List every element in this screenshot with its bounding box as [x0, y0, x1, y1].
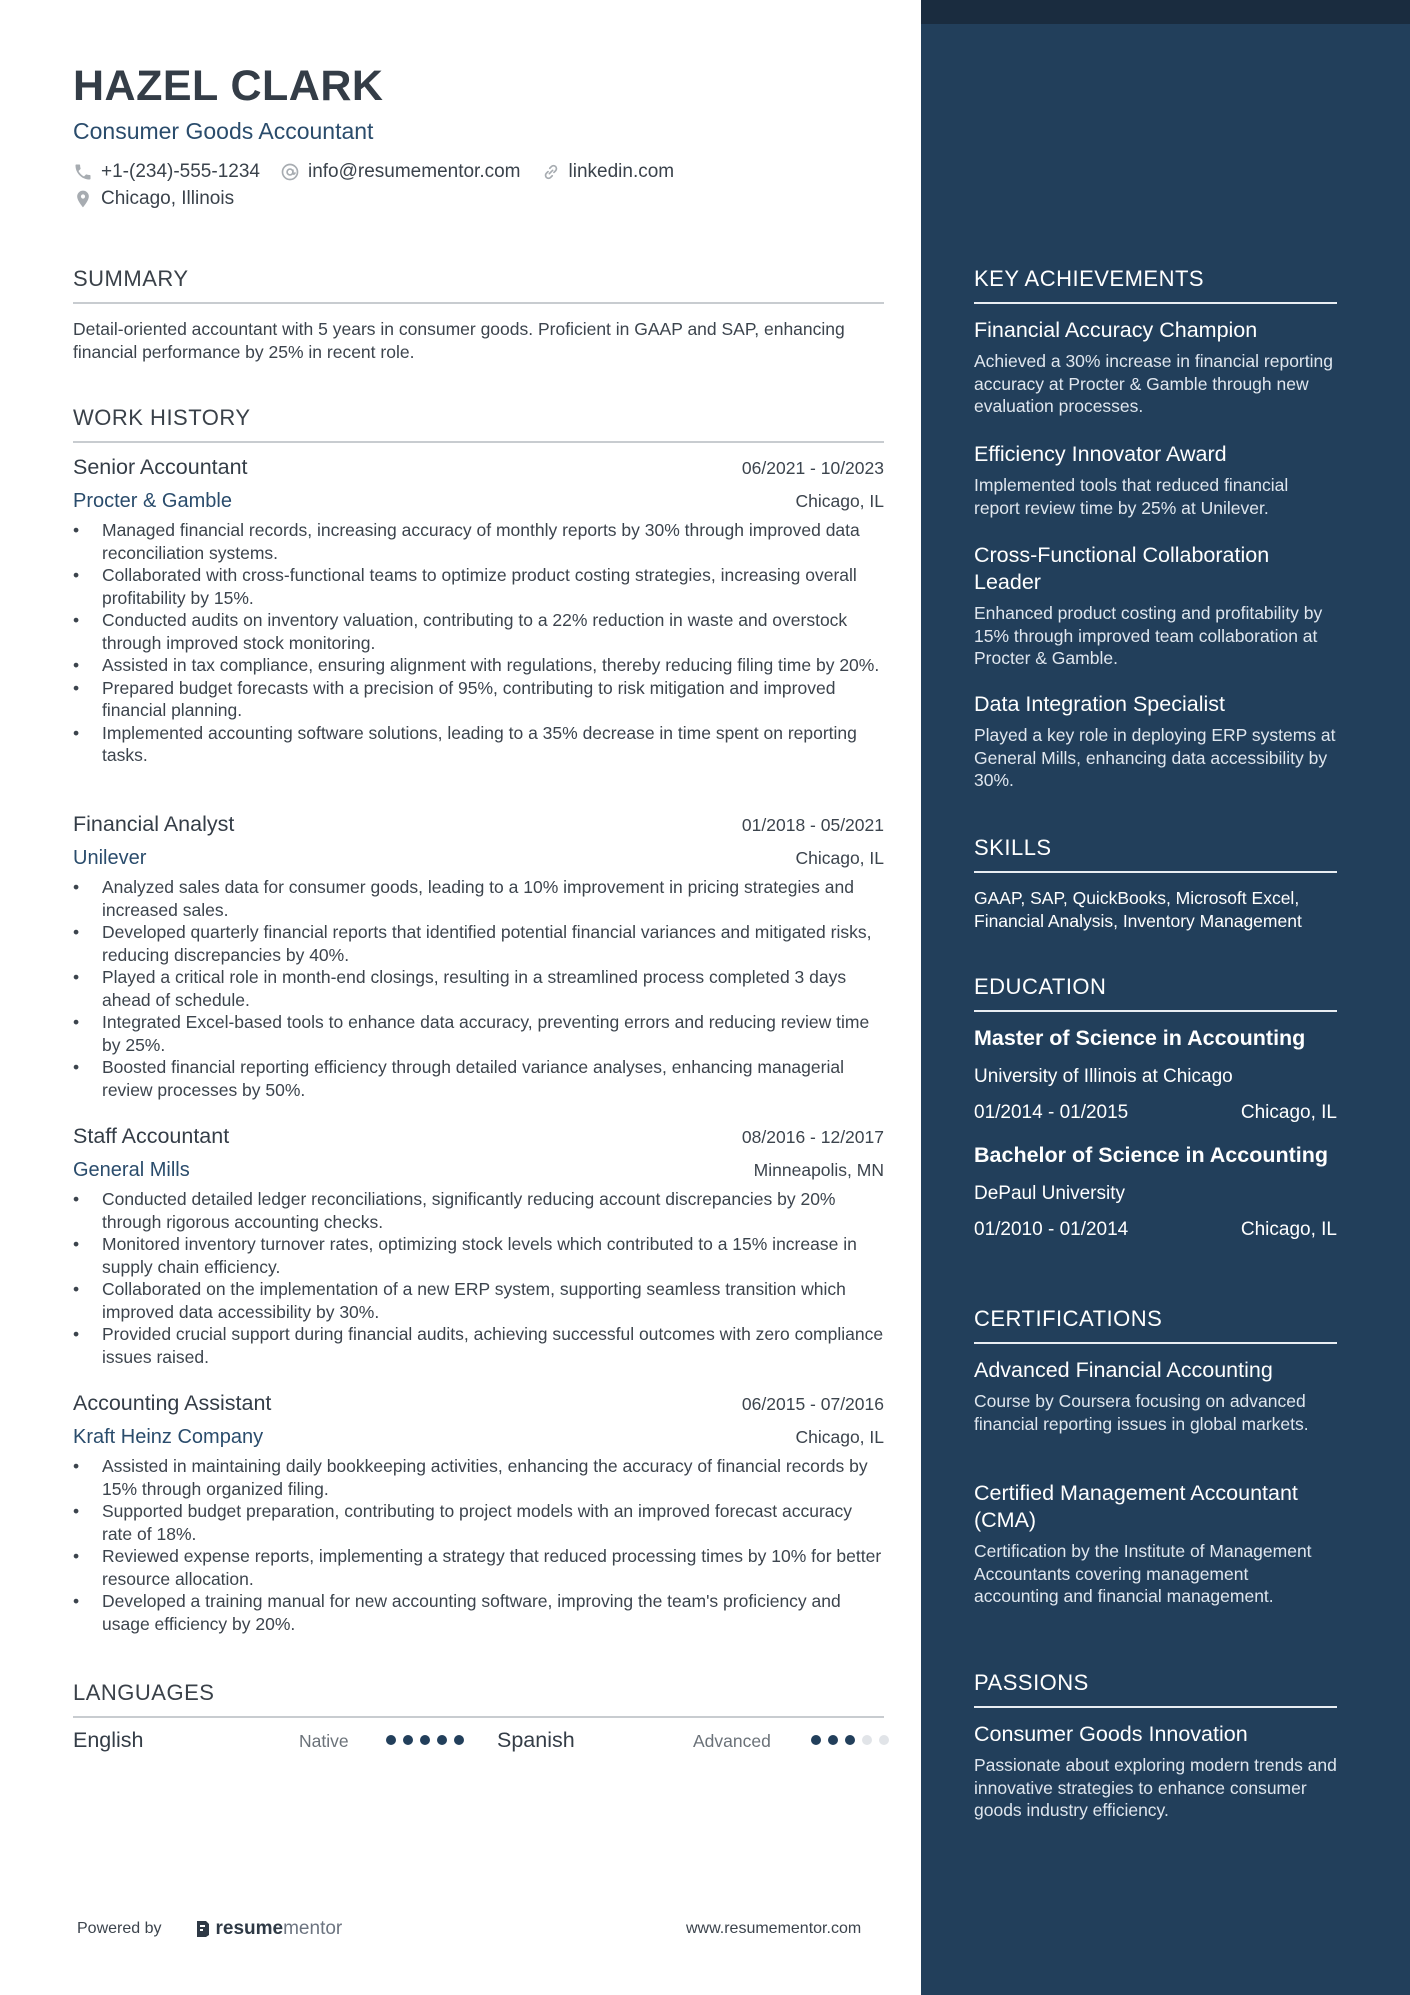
email-text[interactable]: info@resumementor.com [307, 161, 521, 182]
job-title: Financial Analyst [73, 812, 235, 836]
language-rating [811, 1735, 896, 1745]
bullet-item: • Collaborated on the implementation of a new ERP system, supporting seamless transition which improved data accessibility by 30%. [73, 1278, 884, 1323]
job-location: Minneapolis, MN [753, 1160, 884, 1180]
bullet-item: • Supported budget preparation, contributing to project models with an improved forecast accuracy rate of 18%. [73, 1500, 884, 1545]
job-company: Kraft Heinz Company [73, 1426, 264, 1448]
achievement-desc: Played a key role in deploying ERP systems at General Mills, enhancing data accessibility by 30%. [974, 725, 1336, 790]
job-dates: 01/2018 - 05/2021 [741, 815, 884, 835]
location-text: Chicago, Illinois [101, 188, 235, 209]
education-item [974, 1142, 1337, 1241]
passion-title: Consumer Goods Innovation [974, 1722, 1248, 1746]
powered-by-label: Powered by [77, 1920, 162, 1937]
certification-title: Certified Management Accountant (CMA) [974, 1481, 1298, 1532]
certification-item [974, 1480, 1337, 1608]
bullet-item: • Managed financial records, increasing accuracy of monthly reports by 30% through improved data reconciliation systems. [73, 519, 884, 564]
bullet-item: • Developed a training manual for new accounting software, improving the team's proficiency and usage efficiency by 20%. [73, 1590, 884, 1635]
education-degree: Master of Science in Accounting [974, 1026, 1306, 1050]
summary-heading: SUMMARY [73, 266, 884, 304]
phone-text[interactable]: +1-(234)-555-1234 [101, 161, 260, 182]
job-company: Unilever [73, 847, 147, 869]
education-heading: EDUCATION [974, 974, 1337, 1012]
work-history-heading: WORK HISTORY [73, 405, 884, 443]
rating-dot-filled [828, 1735, 838, 1745]
contact-row-1 [73, 161, 694, 183]
bullet-item: • Developed quarterly financial reports that identified potential financial variances and mitigated risks, reducing discrepancies by 40%. [73, 921, 884, 966]
bullet-item: • Integrated Excel-based tools to enhance data accuracy, preventing errors and reducing review time by 25%. [73, 1011, 884, 1056]
rating-dot-filled [437, 1735, 447, 1745]
job-bullets [73, 1455, 884, 1635]
achievement-item [974, 317, 1337, 418]
language-level: Advanced [693, 1731, 771, 1751]
bullet-item: • Boosted financial reporting efficiency through detailed variance analyses, enhancing managerial review processes by 50%. [73, 1056, 884, 1101]
job-dates: 06/2021 - 10/2023 [741, 458, 884, 478]
bullet-item: • Played a critical role in month-end closings, resulting in a streamlined process completed 3 days ahead of schedule. [73, 966, 884, 1011]
education-location: Chicago, IL [1240, 1102, 1337, 1123]
language-name: Spanish [497, 1728, 575, 1752]
language-rating [386, 1735, 471, 1745]
contact-phone [73, 161, 260, 183]
job-company: General Mills [73, 1159, 190, 1181]
bullet-item: • Reviewed expense reports, implementing a strategy that reduced processing times by 10% for better resource allocation. [73, 1545, 884, 1590]
education-dates: 01/2010 - 01/2014 [974, 1219, 1129, 1240]
education-school: DePaul University [974, 1183, 1125, 1204]
rating-dot-filled [386, 1735, 396, 1745]
rating-dot-empty [862, 1735, 872, 1745]
candidate-name: HAZEL CLARK [73, 62, 384, 110]
bullet-item: • Provided crucial support during financial audits, achieving successful outcomes with zero compliance issues raised. [73, 1323, 884, 1368]
bullet-item: • Analyzed sales data for consumer goods, leading to a 10% improvement in pricing strategies and increased sales. [73, 876, 884, 921]
location-pin-icon [73, 189, 93, 209]
education-location: Chicago, IL [1240, 1219, 1337, 1240]
bullet-item: • Assisted in tax compliance, ensuring alignment with regulations, thereby reducing filing time by 20%. [73, 654, 884, 677]
job-entry [73, 455, 884, 767]
education-degree: Bachelor of Science in Accounting [974, 1143, 1329, 1167]
rating-dot-filled [811, 1735, 821, 1745]
education-dates: 01/2014 - 01/2015 [974, 1102, 1129, 1123]
bullet-item: • Conducted detailed ledger reconciliations, significantly reducing account discrepancies by 20% through rigorous accounting checks. [73, 1188, 884, 1233]
achievement-item [974, 441, 1337, 519]
rating-dot-filled [403, 1735, 413, 1745]
job-dates: 06/2015 - 07/2016 [741, 1394, 884, 1414]
passion-desc: Passionate about exploring modern trends and innovative strategies to enhance consumer goods industry efficiency. [974, 1755, 1337, 1820]
job-title: Accounting Assistant [73, 1391, 272, 1415]
education-item [974, 1025, 1337, 1124]
achievement-item [974, 691, 1337, 792]
job-title: Staff Accountant [73, 1124, 230, 1148]
brand-light: mentor [283, 1918, 343, 1939]
rating-dot-filled [420, 1735, 430, 1745]
education-school: University of Illinois at Chicago [974, 1066, 1233, 1087]
achievement-item [974, 542, 1337, 670]
achievement-title: Financial Accuracy Champion [974, 318, 1258, 342]
at-icon [280, 162, 300, 182]
job-bullets [73, 519, 884, 767]
job-location: Chicago, IL [795, 848, 884, 868]
achievement-title: Cross-Functional Collaboration Leader [974, 543, 1270, 594]
bullet-item: • Collaborated with cross-functional teams to optimize product costing strategies, increasing overall profitability by 15%. [73, 564, 884, 609]
job-location: Chicago, IL [795, 491, 884, 511]
certification-item [974, 1357, 1337, 1435]
bullet-item: • Prepared budget forecasts with a precision of 95%, contributing to risk mitigation and improved financial planning. [73, 677, 884, 722]
job-bullets [73, 876, 884, 1101]
job-entry [73, 1124, 884, 1368]
job-title: Senior Accountant [73, 455, 248, 479]
achievement-title: Efficiency Innovator Award [974, 442, 1227, 466]
skills-heading: SKILLS [974, 835, 1337, 873]
phone-icon [73, 162, 93, 182]
language-name: English [73, 1728, 144, 1752]
brand-logo[interactable] [194, 1918, 343, 1940]
bullet-item: • Monitored inventory turnover rates, optimizing stock levels which contributed to a 15% increase in supply chain efficiency. [73, 1233, 884, 1278]
link-icon [541, 162, 561, 182]
summary-text: Detail-oriented accountant with 5 years in consumer goods. Proficient in GAAP and SAP, enhancing financial performance by 25% in recent role. [73, 319, 845, 362]
certification-title: Advanced Financial Accounting [974, 1358, 1273, 1382]
resumementor-logo-icon [194, 1919, 212, 1939]
sidebar-top-band [921, 0, 1410, 24]
passion-item [974, 1721, 1337, 1822]
passions-heading: PASSIONS [974, 1670, 1337, 1708]
bullet-item: • Conducted audits on inventory valuation, contributing to a 22% reduction in waste and overstock through improved stock monitoring. [73, 609, 884, 654]
bullet-item: • Implemented accounting software solutions, leading to a 35% decrease in time spent on reporting tasks. [73, 722, 884, 767]
languages-heading: LANGUAGES [73, 1680, 884, 1718]
achievement-title: Data Integration Specialist [974, 692, 1225, 716]
languages-row [73, 1728, 884, 1760]
achievement-desc: Achieved a 30% increase in financial reporting accuracy at Procter & Gamble through new evaluation processes. [974, 351, 1333, 416]
bullet-item: • Assisted in maintaining daily bookkeeping activities, enhancing the accuracy of financial records by 15% through organized filing. [73, 1455, 884, 1500]
job-location: Chicago, IL [795, 1427, 884, 1447]
language-level: Native [299, 1731, 349, 1751]
certification-desc: Course by Coursera focusing on advanced financial reporting issues in global markets. [974, 1391, 1309, 1434]
job-entry [73, 812, 884, 1101]
certification-desc: Certification by the Institute of Management Accountants covering management accounting and financial management. [974, 1541, 1312, 1606]
rating-dot-filled [845, 1735, 855, 1745]
footer-powered-by [77, 1918, 342, 1940]
brand-bold: resume [215, 1918, 284, 1939]
contact-row-2 [73, 188, 254, 210]
job-bullets [73, 1188, 884, 1368]
achievement-desc: Implemented tools that reduced financial report review time by 25% at Unilever. [974, 475, 1289, 518]
job-company: Procter & Gamble [73, 490, 232, 512]
contact-linkedin [541, 161, 675, 183]
contact-email [280, 161, 521, 183]
skills-text: GAAP, SAP, QuickBooks, Microsoft Excel, Financial Analysis, Inventory Management [974, 888, 1302, 931]
certifications-heading: CERTIFICATIONS [974, 1306, 1337, 1344]
achievement-desc: Enhanced product costing and profitability by 15% through improved team collaboration at Procter & Gamble. [974, 603, 1323, 668]
job-dates: 08/2016 - 12/2017 [741, 1127, 884, 1147]
linkedin-text[interactable]: linkedin.com [568, 161, 675, 182]
contact-location [73, 188, 234, 210]
rating-dot-empty [879, 1735, 889, 1745]
candidate-title: Consumer Goods Accountant [73, 118, 374, 144]
footer-url[interactable]: www.resumementor.com [686, 1920, 862, 1937]
rating-dot-filled [454, 1735, 464, 1745]
key-achievements-heading: KEY ACHIEVEMENTS [974, 266, 1337, 304]
job-entry [73, 1391, 884, 1635]
